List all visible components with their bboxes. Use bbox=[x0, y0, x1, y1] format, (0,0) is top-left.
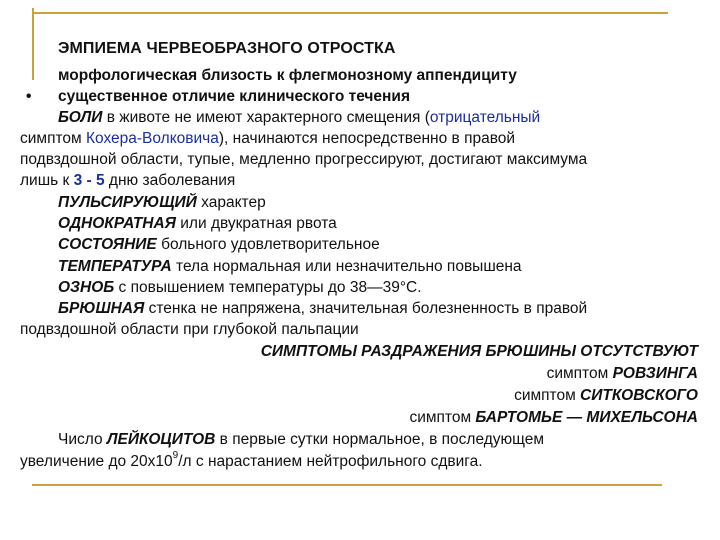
slide-title: ЭМПИЕМА ЧЕРВЕОБРАЗНОГО ОТРОСТКА bbox=[58, 40, 396, 57]
leuko-line-2a: увеличение до 20х10 bbox=[20, 453, 173, 470]
vomit-line bbox=[58, 213, 337, 234]
pain-text-2: симптом bbox=[20, 130, 86, 147]
pain-symptom-name: Кохера-Волковича bbox=[85, 130, 219, 147]
leuko-line-1 bbox=[58, 429, 544, 450]
symptom-prefix: симптом bbox=[546, 365, 613, 382]
state-line bbox=[58, 234, 380, 255]
symptom-name: СИТКОВСКОГО bbox=[580, 387, 698, 404]
abdomen-text: стенка не напряжена, значительная болезненность в правой bbox=[144, 300, 588, 317]
pulsing-text: характер bbox=[196, 194, 266, 211]
pain-word: БОЛИ bbox=[58, 109, 103, 126]
pulsing-word: ПУЛЬСИРУЮЩИЙ bbox=[58, 194, 197, 211]
chills-line bbox=[58, 277, 422, 298]
peritoneal-heading: СИМПТОМЫ РАЗДРАЖЕНИЯ БРЮШИНЫ ОТСУТСТВУЮТ bbox=[260, 343, 698, 360]
state-word: СОСТОЯНИЕ bbox=[58, 236, 157, 253]
symptom-prefix: симптом bbox=[409, 409, 476, 426]
pain-line-1 bbox=[58, 107, 540, 128]
vomit-word: ОДНОКРАТНАЯ bbox=[58, 215, 176, 232]
abdomen-line-2: подвздошной области при глубокой пальпации bbox=[20, 321, 359, 338]
pain-text-1: в животе не имеют характерного смещения ( bbox=[102, 109, 430, 126]
symptom-name: РОВЗИНГА bbox=[612, 365, 698, 382]
temp-line bbox=[58, 256, 522, 277]
leuko-line-2 bbox=[20, 451, 483, 472]
symptom-prefix: симптом bbox=[514, 387, 581, 404]
vomit-text: или двукратная рвота bbox=[175, 215, 337, 232]
pain-line-2 bbox=[20, 128, 515, 149]
symptom-item bbox=[547, 363, 698, 384]
feature-line-1: морфологическая близость к флегмонозному аппендициту bbox=[58, 67, 517, 84]
temp-text: тела нормальная или незначительно повышена bbox=[171, 258, 522, 275]
chills-text: с повышением температуры до 38—39°С. bbox=[114, 279, 422, 296]
abdomen-word: БРЮШНАЯ bbox=[58, 300, 145, 317]
state-text: больного удовлетворительное bbox=[156, 236, 380, 253]
temp-word: ТЕМПЕРАТУРА bbox=[58, 258, 172, 275]
symptom-item bbox=[514, 385, 698, 406]
symptom-name: БАРТОМЬЕ — МИХЕЛЬСОНА bbox=[475, 409, 698, 426]
leuko-word: ЛЕЙКОЦИТОВ bbox=[106, 431, 216, 448]
pain-days: 3 - 5 bbox=[73, 172, 105, 189]
leuko-line-2b: /л с нарастанием нейтрофильного сдвига. bbox=[178, 453, 483, 470]
chills-word: ОЗНОБ bbox=[58, 279, 115, 296]
feature-line-2: существенное отличие клинического течения bbox=[58, 88, 410, 105]
leuko-exponent: 9 bbox=[172, 449, 179, 461]
pain-line-3: подвздошной области, тупые, медленно прогрессируют, достигают максимума bbox=[20, 151, 588, 168]
pulsing-line bbox=[58, 192, 266, 213]
pain-line-4b: дню заболевания bbox=[104, 172, 236, 189]
pain-line-4a: лишь к bbox=[20, 172, 74, 189]
bullet-icon: • bbox=[26, 88, 32, 105]
leuko-text-2: в первые сутки нормальное, в последующем bbox=[215, 431, 545, 448]
leuko-text-1: Число bbox=[58, 431, 107, 448]
pain-line-4 bbox=[20, 170, 235, 191]
abdomen-line-1 bbox=[58, 298, 587, 319]
pain-text-3: ), начинаются непосредственно в правой bbox=[218, 130, 516, 147]
pain-negative: отрицательный bbox=[429, 109, 541, 126]
symptom-item bbox=[409, 407, 698, 428]
